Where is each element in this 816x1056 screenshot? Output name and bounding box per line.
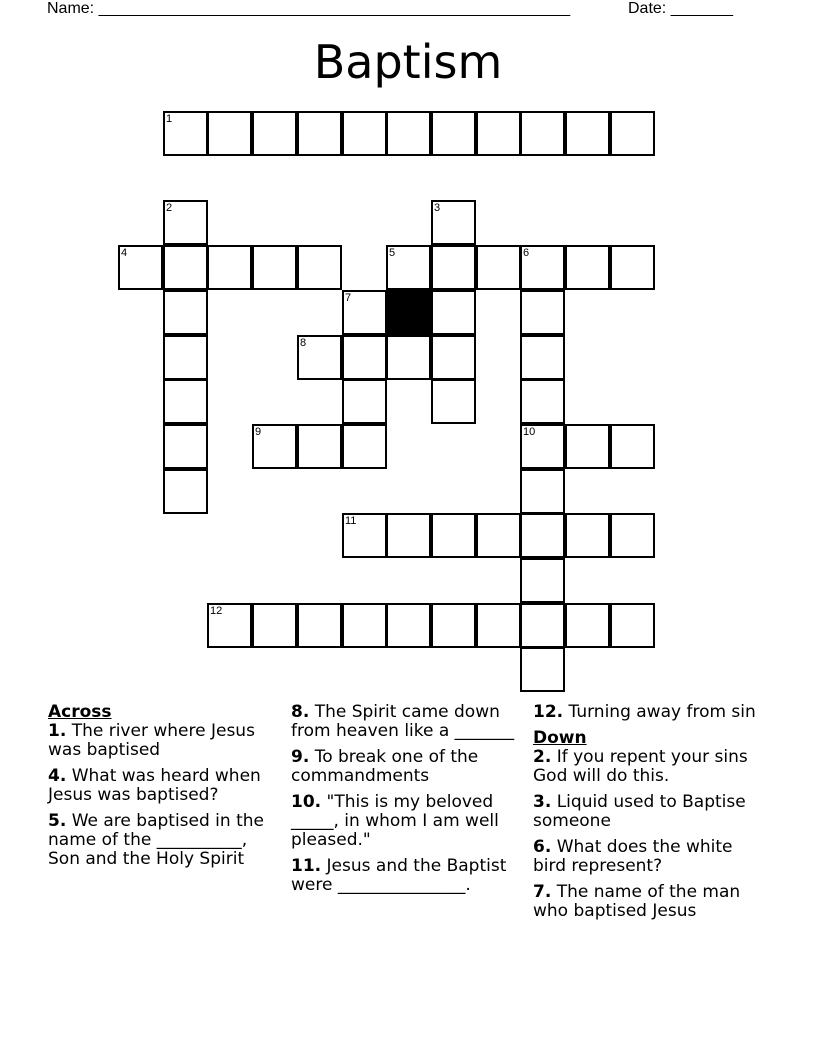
crossword-cell[interactable] — [163, 111, 208, 156]
crossword-cell[interactable] — [476, 513, 521, 558]
crossword-cell[interactable] — [342, 424, 387, 469]
crossword-cell[interactable] — [297, 424, 342, 469]
cell-number: 2 — [166, 202, 173, 214]
crossword-cell[interactable] — [252, 603, 297, 648]
clue-across-5: 5. We are baptised in the name of the __________, Son and the Holy Spirit — [48, 811, 264, 869]
crossword-cell[interactable] — [565, 111, 610, 156]
clue-across-12: 12. Turning away from sin — [533, 702, 756, 722]
crossword-cell[interactable] — [207, 245, 252, 290]
crossword-cell[interactable] — [386, 335, 431, 380]
crossword-cell[interactable] — [342, 335, 387, 380]
crossword-cell[interactable] — [386, 603, 431, 648]
crossword-cell[interactable] — [297, 111, 342, 156]
cell-number: 4 — [121, 247, 128, 259]
clue-across-10: 10. "This is my beloved _____, in whom I am well pleased." — [291, 792, 499, 850]
crossword-cell[interactable] — [342, 603, 387, 648]
crossword-cell[interactable] — [520, 335, 565, 380]
crossword-cell[interactable] — [431, 335, 476, 380]
cell-number: 9 — [255, 426, 262, 438]
crossword-cell[interactable] — [431, 513, 476, 558]
clue-across-4: 4. What was heard when Jesus was baptised? — [48, 766, 261, 805]
crossword-cell[interactable] — [207, 111, 252, 156]
crossword-cell[interactable] — [163, 290, 208, 335]
crossword-cell[interactable] — [520, 111, 565, 156]
crossword-cell[interactable] — [386, 513, 431, 558]
crossword-cell[interactable] — [342, 513, 387, 558]
crossword-cell[interactable] — [163, 335, 208, 380]
crossword-cell[interactable] — [252, 424, 297, 469]
cell-number: 7 — [345, 292, 352, 304]
crossword-cell[interactable] — [252, 111, 297, 156]
cell-number: 8 — [300, 337, 307, 349]
clue-down-6: 6. What does the white bird represent? — [533, 837, 733, 876]
crossword-cell[interactable] — [207, 603, 252, 648]
clues-column-2 — [291, 703, 519, 902]
page-title: Baptism — [313, 35, 503, 89]
crossword-cell[interactable] — [163, 245, 208, 290]
clue-down-2: 2. If you repent your sins God will do this. — [533, 747, 748, 786]
crossword-cell[interactable] — [431, 603, 476, 648]
crossword-cell[interactable] — [342, 379, 387, 424]
crossword-cell[interactable] — [386, 111, 431, 156]
crossword-cell[interactable] — [565, 245, 610, 290]
crossword-cell[interactable] — [520, 558, 565, 603]
crossword-cell[interactable] — [163, 424, 208, 469]
name-blank: _____________________________________________________ — [98, 0, 571, 17]
cell-number: 6 — [523, 247, 530, 259]
crossword-cell[interactable] — [476, 111, 521, 156]
crossword-cell[interactable] — [163, 200, 208, 245]
clue-down-3: 3. Liquid used to Baptise someone — [533, 792, 746, 831]
crossword-cell[interactable] — [520, 290, 565, 335]
date-label: Date: — [628, 0, 667, 17]
cell-number: 5 — [389, 247, 396, 259]
crossword-cell[interactable] — [520, 379, 565, 424]
crossword-cell[interactable] — [520, 603, 565, 648]
crossword-cell[interactable] — [118, 245, 163, 290]
crossword-cell[interactable] — [476, 603, 521, 648]
crossword-block — [386, 290, 431, 335]
clues-column-3 — [533, 703, 769, 928]
clues-column-1 — [48, 703, 284, 876]
crossword-cell[interactable] — [610, 111, 655, 156]
crossword-cell[interactable] — [431, 111, 476, 156]
cell-number: 10 — [523, 426, 536, 438]
clue-across-9: 9. To break one of the commandments — [291, 747, 479, 786]
down-heading: Down — [533, 728, 587, 748]
crossword-cell[interactable] — [297, 603, 342, 648]
crossword-cell[interactable] — [520, 469, 565, 514]
crossword-cell[interactable] — [520, 513, 565, 558]
crossword-cell[interactable] — [163, 379, 208, 424]
crossword-cell[interactable] — [520, 245, 565, 290]
crossword-cell[interactable] — [565, 513, 610, 558]
crossword-cell[interactable] — [297, 335, 342, 380]
date-blank: _______ — [670, 0, 733, 17]
crossword-cell[interactable] — [431, 379, 476, 424]
crossword-cell[interactable] — [520, 647, 565, 692]
crossword-cell[interactable] — [431, 200, 476, 245]
crossword-cell[interactable] — [610, 603, 655, 648]
clue-across-8: 8. The Spirit came down from heaven like a _______ — [291, 702, 515, 741]
crossword-cell[interactable] — [565, 603, 610, 648]
crossword-cell[interactable] — [476, 245, 521, 290]
cell-number: 12 — [210, 605, 223, 617]
cell-number: 1 — [166, 113, 173, 125]
clue-across-11: 11. Jesus and the Baptist were _______________. — [291, 856, 507, 895]
across-heading: Across — [48, 702, 112, 722]
crossword-cell[interactable] — [431, 245, 476, 290]
name-label: Name: — [47, 0, 95, 17]
crossword-cell[interactable] — [163, 469, 208, 514]
clue-across-1: 1. The river where Jesus was baptised — [48, 721, 255, 760]
crossword-cell[interactable] — [386, 245, 431, 290]
crossword-cell[interactable] — [610, 245, 655, 290]
crossword-cell[interactable] — [342, 111, 387, 156]
crossword-cell[interactable] — [342, 290, 387, 335]
crossword-cell[interactable] — [431, 290, 476, 335]
crossword-cell[interactable] — [610, 513, 655, 558]
crossword-cell[interactable] — [565, 424, 610, 469]
crossword-cell[interactable] — [297, 245, 342, 290]
cell-number: 3 — [434, 202, 441, 214]
crossword-cell[interactable] — [520, 424, 565, 469]
crossword-cell[interactable] — [252, 245, 297, 290]
cell-number: 11 — [345, 515, 357, 527]
crossword-cell[interactable] — [610, 424, 655, 469]
clue-down-7: 7. The name of the man who baptised Jesus — [533, 882, 741, 921]
